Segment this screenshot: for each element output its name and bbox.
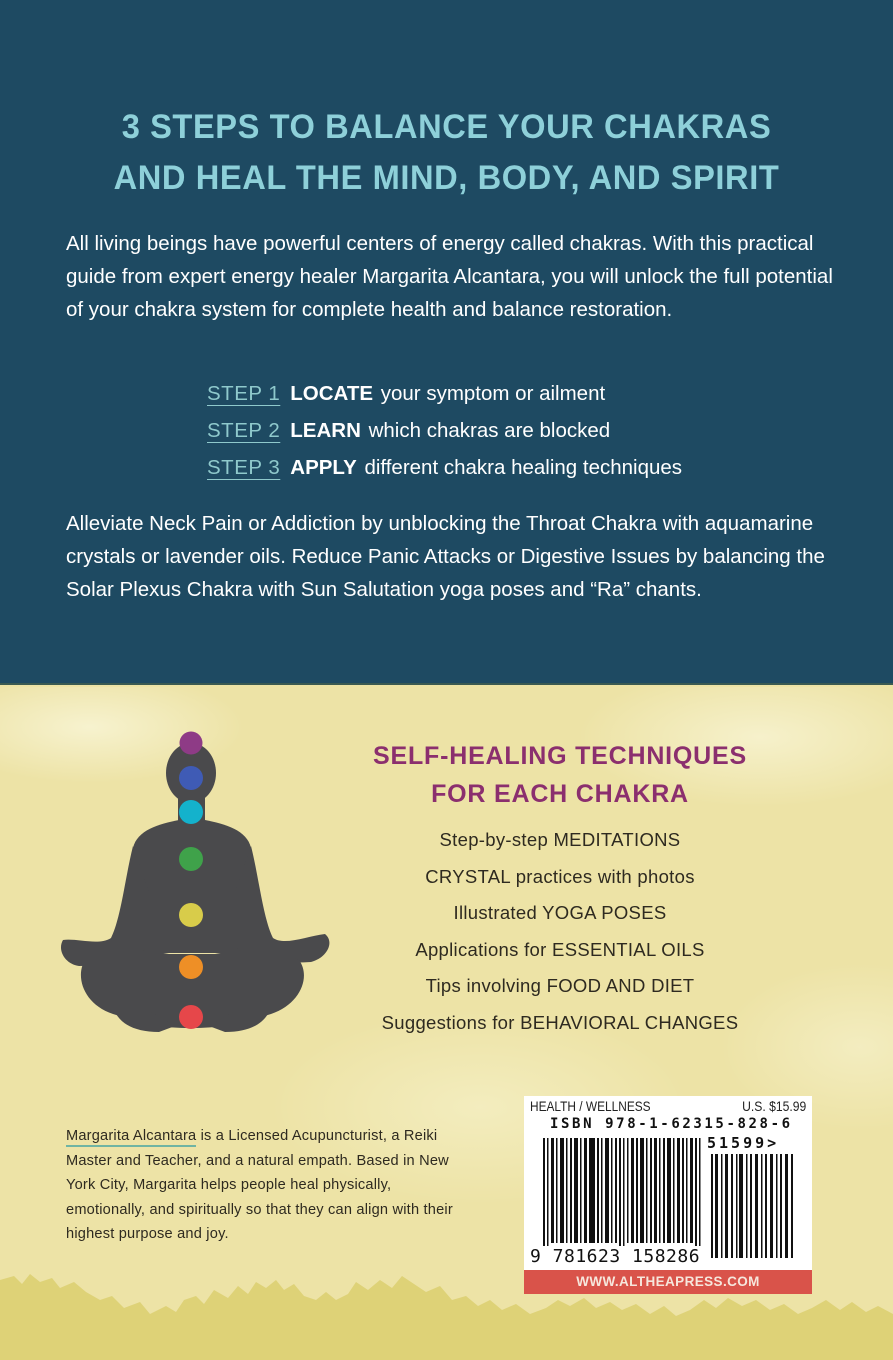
feature-item: Applications for ESSENTIAL OILS [415, 938, 705, 960]
headline [18, 102, 875, 204]
third-eye-chakra-dot [179, 766, 203, 790]
step-verb: APPLY [290, 456, 357, 479]
headline-line-2: AND HEAL THE MIND, BODY, AND SPIRIT [113, 159, 780, 197]
isbn-text: ISBN 978-1-62315-828-6 [550, 1116, 793, 1132]
feature-item: Step-by-step MEDITATIONS [439, 829, 681, 850]
step-label: STEP 3 [207, 456, 281, 479]
features-list [330, 822, 790, 1042]
book-category: HEALTH / WELLNESS [530, 1099, 651, 1114]
author-bio [66, 1124, 466, 1247]
feature-item: Illustrated YOGA POSES [453, 902, 667, 924]
step-text: different chakra healing techniques [364, 456, 683, 479]
meditating-figure [55, 728, 345, 1043]
throat-chakra-dot [179, 800, 203, 824]
features-title-line-2: FOR EACH CHAKRA [431, 780, 689, 808]
sacral-chakra-dot [179, 955, 203, 979]
step-1 [207, 378, 682, 415]
step-text: your symptom or ailment [380, 382, 606, 405]
steps-list [207, 378, 682, 489]
solar-plexus-chakra-dot [179, 903, 203, 927]
intro-paragraph: All living beings have powerful centers of energy called chakras. With this practical guide from expert energy healer Margarita Alcantara, you will unlock the full potential of your chakra system for complete health and balance restoration. [66, 232, 833, 321]
outro-paragraph: Alleviate Neck Pain or Addiction by unblocking the Throat Chakra with aquamarine crystals or lavender oils. Reduce Panic Attacks or Digestive Issues by balancing the Solar Plexus Chakra with Sun Salutation yoga poses and “Ra” chants. [66, 512, 825, 601]
isbn-barcode [543, 1138, 701, 1253]
feature-item: CRYSTAL practices with photos [425, 865, 695, 887]
step-label: STEP 1 [207, 382, 281, 405]
crown-chakra-dot [180, 732, 203, 755]
step-verb: LOCATE [290, 382, 374, 405]
author-bio-text: is a Licensed Acupuncturist, a Reiki Master and Teacher, and a natural empath. Based in New York City, Margarita helps people heal physically, emotionally, and spiritually so that they can align with their highest purpose and joy. [66, 1128, 453, 1243]
features-title-line-1: SELF-HEALING TECHNIQUES [373, 742, 747, 770]
step-verb: LEARN [290, 419, 361, 442]
publisher-url: WWW.ALTHEAPRESS.COM [524, 1270, 812, 1294]
feature-item: Tips involving FOOD AND DIET [425, 975, 695, 997]
barcode-digits: 9 781623 158286 [530, 1246, 701, 1267]
price-addon-code: 51599> [707, 1134, 780, 1152]
heart-chakra-dot [179, 847, 203, 871]
feature-item: Suggestions for BEHAVIORAL CHANGES [381, 1011, 739, 1033]
features-title [330, 737, 790, 813]
step-3 [207, 452, 682, 489]
book-price: U.S. $15.99 [741, 1099, 806, 1114]
price-addon-barcode [711, 1154, 795, 1258]
step-text: which chakras are blocked [368, 419, 611, 442]
step-label: STEP 2 [207, 419, 281, 442]
root-chakra-dot [179, 1005, 203, 1029]
author-name: Margarita Alcantara [66, 1128, 196, 1147]
barcode-block [524, 1096, 812, 1294]
step-2 [207, 415, 682, 452]
headline-line-1: 3 STEPS TO BALANCE YOUR CHAKRAS [121, 108, 772, 146]
